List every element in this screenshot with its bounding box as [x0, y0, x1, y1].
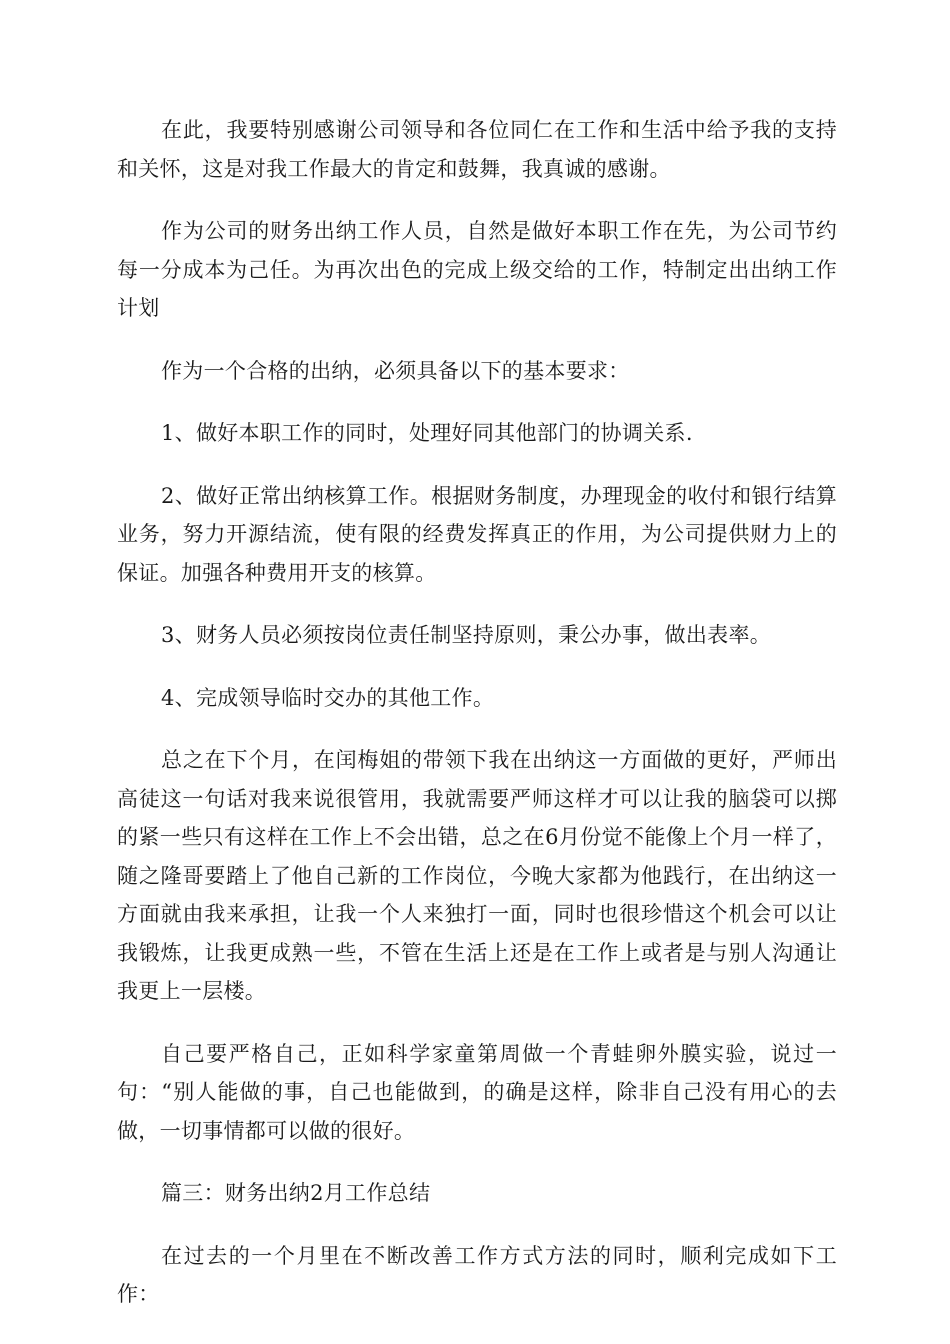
list-item-3: 3、财务人员必须按岗位责任制坚持原则，秉公办事，做出表率。	[161, 623, 772, 647]
paragraph-summary: 总之在下个月，在闰梅姐的带领下我在出纳这一方面做的更好，严师出高徒这一句话对我来说很管用，我就需要严师这样才可以让我的脑袋可以掷的紧一些只有这样在工作上不会出错，总之在6月份觉不能像上个月一样了，随之隆哥要踏上了他自己新的工作岗位，今晚大家都为他践行，在出纳这一方面就由我来承担，让我一个人来独打一面，同时也很珍惜这个机会可以让我锻炼，让我更成熟一些，不管在生活上还是在工作上或者是与别人沟通让我更上一层楼。	[117, 748, 837, 1003]
list-item-2: 2、做好正常出纳核算工作。根据财务制度，办理现金的收付和银行结算业务，努力开源结流，使有限的经费发挥真正的作用，为公司提供财力上的保证。加强各种费用开支的核算。	[117, 483, 837, 585]
paragraph-self-discipline: 自己要严格自己，正如科学家童第周做一个青蛙卵外膜实验，说过一句：“别人能做的事，自己也能做到，的确是这样，除非自己没有用心的去做，一切事情都可以做的很好。	[117, 1041, 837, 1143]
document-body	[117, 111, 837, 1338]
section-heading: 篇三：财务出纳2月工作总结	[161, 1181, 431, 1205]
paragraph-requirements-intro: 作为一个合格的出纳，必须具备以下的基本要求：	[161, 358, 630, 383]
list-item-4: 4、完成领导临时交办的其他工作。	[161, 685, 495, 710]
paragraph-past-month: 在过去的一个月里在不断改善工作方式方法的同时，顺利完成如下工作：	[117, 1243, 837, 1306]
paragraph-role: 作为公司的财务出纳工作人员，自然是做好本职工作在先，为公司节约每一分成本为己任。为再次出色的完成上级交给的工作，特制定出出纳工作计划	[117, 219, 837, 320]
list-item-1: 1、做好本职工作的同时，处理好同其他部门的协调关系.	[161, 421, 693, 445]
paragraph-thanks: 在此，我要特别感谢公司领导和各位同仁在工作和生活中给予我的支持和关怀，这是对我工作最大的肯定和鼓舞，我真诚的感谢。	[117, 118, 837, 181]
